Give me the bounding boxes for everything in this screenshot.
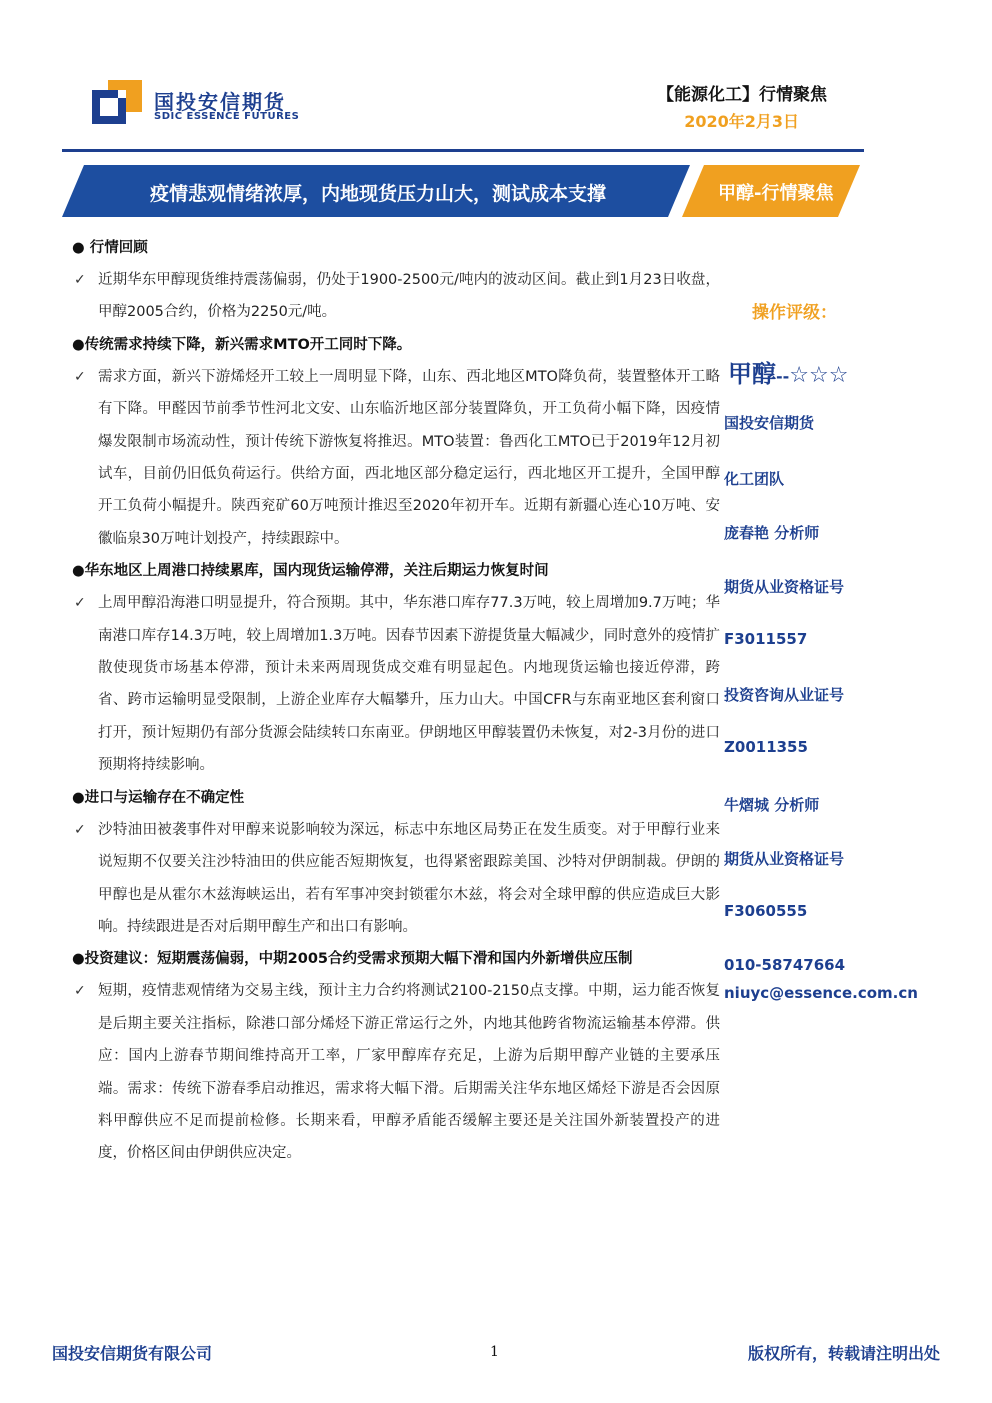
- section-paragraph: [72, 361, 720, 555]
- report-date: 2020年2月3日: [684, 112, 799, 131]
- footer-company: 国投安信期货有限公司: [52, 1344, 213, 1363]
- section-paragraph: [72, 814, 720, 944]
- section-heading: ●传统需求持续下降，新兴需求MTO开工同时下降。: [72, 336, 412, 353]
- rating-product: 甲醇: [728, 360, 776, 388]
- rating-stars-icon: ☆☆☆: [789, 363, 849, 388]
- report-body: [72, 232, 720, 1170]
- paragraph-text: 沙特油田被袭事件对甲醇来说影响较为深远，标志中东地区局势正在发生质变。对于甲醇行业来说短期不仅要关注沙特油田的供应能否短期恢复，也得紧密跟踪美国、沙特对伊朗制裁。伊朗的甲醇也是从霍尔木兹海峡运出，若有军事冲突封锁霍尔木兹，将会对全球甲醇的供应造成巨大影响。持续跟进是否对后期甲醇生产和出口有影响。: [98, 821, 720, 935]
- checkmark-icon: ✓: [74, 272, 86, 288]
- page-number: 1: [490, 1344, 499, 1360]
- logo-mark-icon: [92, 80, 142, 124]
- logo-text-cn: 国投安信期货: [154, 90, 286, 114]
- section-heading: ●华东地区上周港口持续累库，国内现货运输停滞，关注后期运力恢复时间: [72, 563, 549, 580]
- rating-label: 操作评级：: [752, 303, 837, 323]
- checkmark-icon: ✓: [74, 983, 86, 1000]
- cert-number: F3060555: [724, 902, 808, 920]
- header-info: [657, 80, 827, 132]
- analyst-name: 庞春艳 分析师: [724, 524, 820, 542]
- section-heading: ●投资建议：短期震荡偏弱，中期2005合约受需求预期大幅下滑和国内外新增供应压制: [72, 951, 633, 968]
- rating-value: [728, 354, 848, 389]
- contact-email: niuyc@essence.com.cn: [724, 984, 918, 1002]
- section-heading: ● 行情回顾: [72, 240, 148, 256]
- report-category: 【能源化工】行情聚焦: [657, 85, 827, 105]
- cert-number: F3011557: [724, 630, 808, 648]
- title-banner: [62, 165, 860, 217]
- cert-label: 期货从业资格证号: [724, 578, 845, 596]
- section-paragraph: [72, 264, 720, 329]
- sidebar-company: 国投安信期货: [724, 414, 815, 432]
- logo-text-en: SDIC ESSENCE FUTURES: [154, 111, 300, 122]
- consult-number: Z0011355: [724, 738, 808, 756]
- report-subject: 甲醇-行情聚焦: [718, 183, 834, 204]
- report-title: 疫情悲观情绪浓厚，内地现货压力山大，测试成本支撑: [150, 183, 607, 205]
- footer-copyright: 版权所有，转载请注明出处: [747, 1344, 940, 1363]
- section-heading: ●进口与运输存在不确定性: [72, 789, 245, 806]
- section-paragraph: [72, 975, 720, 1169]
- analyst-name: 牛熠城 分析师: [724, 796, 820, 814]
- section-paragraph: [72, 587, 720, 781]
- sidebar-team: 化工团队: [724, 470, 785, 488]
- contact-phone: 010-58747664: [724, 956, 846, 974]
- company-logo: [92, 80, 332, 126]
- checkmark-icon: ✓: [74, 595, 86, 612]
- header-divider: [62, 149, 864, 152]
- cert-label: 期货从业资格证号: [724, 850, 845, 868]
- checkmark-icon: ✓: [74, 821, 86, 838]
- paragraph-text: 近期华东甲醇现货维持震荡偏弱，仍处于1900-2500元/吨内的波动区间。截止到1月23日收盘，甲醇2005合约，价格为2250元/吨。: [98, 272, 720, 321]
- checkmark-icon: ✓: [74, 368, 86, 385]
- consult-label: 投资咨询从业证号: [724, 686, 845, 704]
- rating-dash: --: [776, 367, 790, 386]
- paragraph-text: 需求方面，新兴下游烯烃开工较上一周明显下降，山东、西北地区MTO降负荷，装置整体开工略有下降。甲醛因节前季节性河北文安、山东临沂地区部分装置降负，开工负荷小幅下降，因疫情爆发限制市场流动性，预计传统下游恢复将推迟。MTO装置：鲁西化工MTO已于2019年12月初试车，目前仍旧低负荷运行。供给方面，西北地区部分稳定运行，西北地区开工提升，全国甲醇开工负荷小幅提升。陕西兖矿60万吨预计推迟至2020年初开车。近期有新疆心连心10万吨、安徽临泉30万吨计划投产，持续跟踪中。: [98, 368, 720, 547]
- paragraph-text: 短期，疫情悲观情绪为交易主线，预计主力合约将测试2100-2150点支撑。中期，运力能否恢复是后期主要关注指标，除港口部分烯烃下游正常运行之外，内地其他跨省物流运输基本停滞。供应：国内上游春节期间维持高开工率，厂家甲醇库存充足，上游为后期甲醇产业链的主要承压端。需求：传统下游春季启动推迟，需求将大幅下滑。后期需关注华东地区烯烃下游是否会因原料甲醇供应不足而提前检修。长期来看，甲醇矛盾能否缓解主要还是关注国外新装置投产的进度，价格区间由伊朗供应决定。: [98, 983, 720, 1162]
- paragraph-text: 上周甲醇沿海港口明显提升，符合预期。其中，华东港口库存77.3万吨，较上周增加9.7万吨；华南港口库存14.3万吨，较上周增加1.3万吨。因春节因素下游提货量大幅减少，同时意外的疫情扩散使现货市场基本停滞，预计未来两周现货成交难有明显起色。内地现货运输也接近停滞，跨省、跨市运输明显受限制，上游企业库存大幅攀升，压力山大。中国CFR与东南亚地区套利窗口打开，预计短期仍有部分货源会陆续转口东南亚。伊朗地区甲醇装置仍未恢复，对2-3月份的进口预期将持续影响。: [98, 595, 720, 774]
